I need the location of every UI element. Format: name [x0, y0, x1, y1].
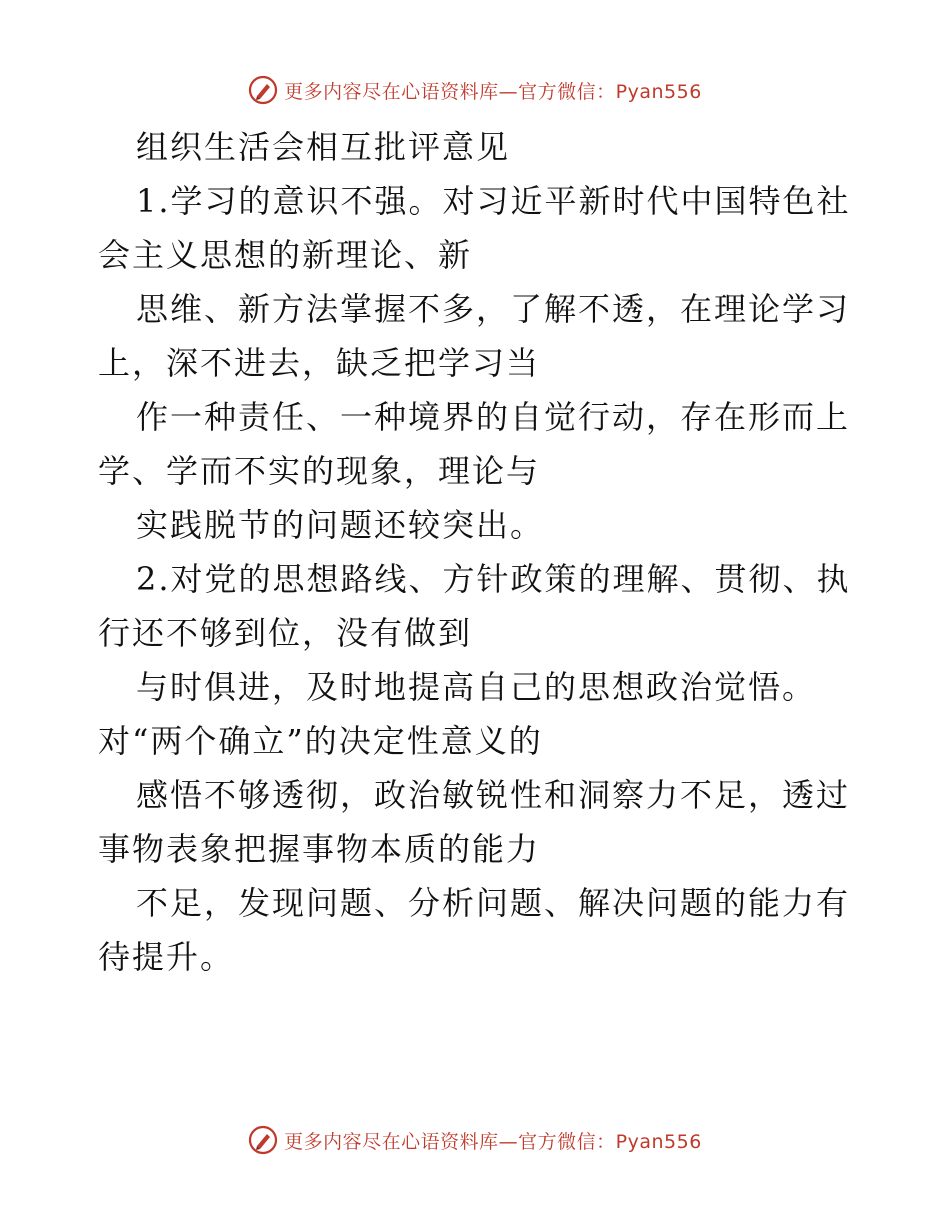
paragraph-line: 上，深不进去，缺乏把学习当 [98, 344, 541, 382]
document-title: 组织生活会相互批评意见 [136, 128, 511, 166]
paragraph-line: 作一种责任、一种境界的自觉行动，存在形而上 [136, 398, 851, 436]
paragraph-line: 思维、新方法掌握不多，了解不透，在理论学习 [136, 290, 851, 328]
paragraph-line: 与时俱进，及时地提高自己的思想政治觉悟。 [136, 668, 817, 706]
paragraph-line: 事物表象把握事物本质的能力 [98, 830, 541, 868]
header-banner [0, 70, 950, 110]
paragraph-line: 感悟不够透彻，政治敏锐性和洞察力不足，透过 [136, 776, 851, 814]
paragraph-line: 学、学而不实的现象，理论与 [98, 452, 541, 490]
paragraph-line: 会主义思想的新理论、新 [98, 236, 473, 274]
pen-logo-icon [248, 1125, 278, 1155]
footer-banner [0, 1120, 950, 1160]
pen-logo-icon [248, 75, 278, 105]
paragraph-line: 待提升。 [98, 938, 235, 976]
paragraph-line: 2.对党的思想路线、方针政策的理解、贯彻、执 [136, 560, 851, 598]
header-banner-text: 更多内容尽在心语资料库—官方微信：Pyan556 [284, 80, 702, 103]
paragraph-line: 1.学习的意识不强。对习近平新时代中国特色社 [136, 182, 851, 220]
document-body [98, 120, 858, 984]
paragraph-line: 对“两个确立”的决定性意义的 [98, 722, 543, 760]
paragraph-line: 不足，发现问题、分析问题、解决问题的能力有 [136, 884, 851, 922]
paragraph-line: 实践脱节的问题还较突出。 [136, 506, 545, 544]
footer-banner-text: 更多内容尽在心语资料库—官方微信：Pyan556 [284, 1130, 702, 1153]
paragraph-line: 行还不够到位，没有做到 [98, 614, 473, 652]
